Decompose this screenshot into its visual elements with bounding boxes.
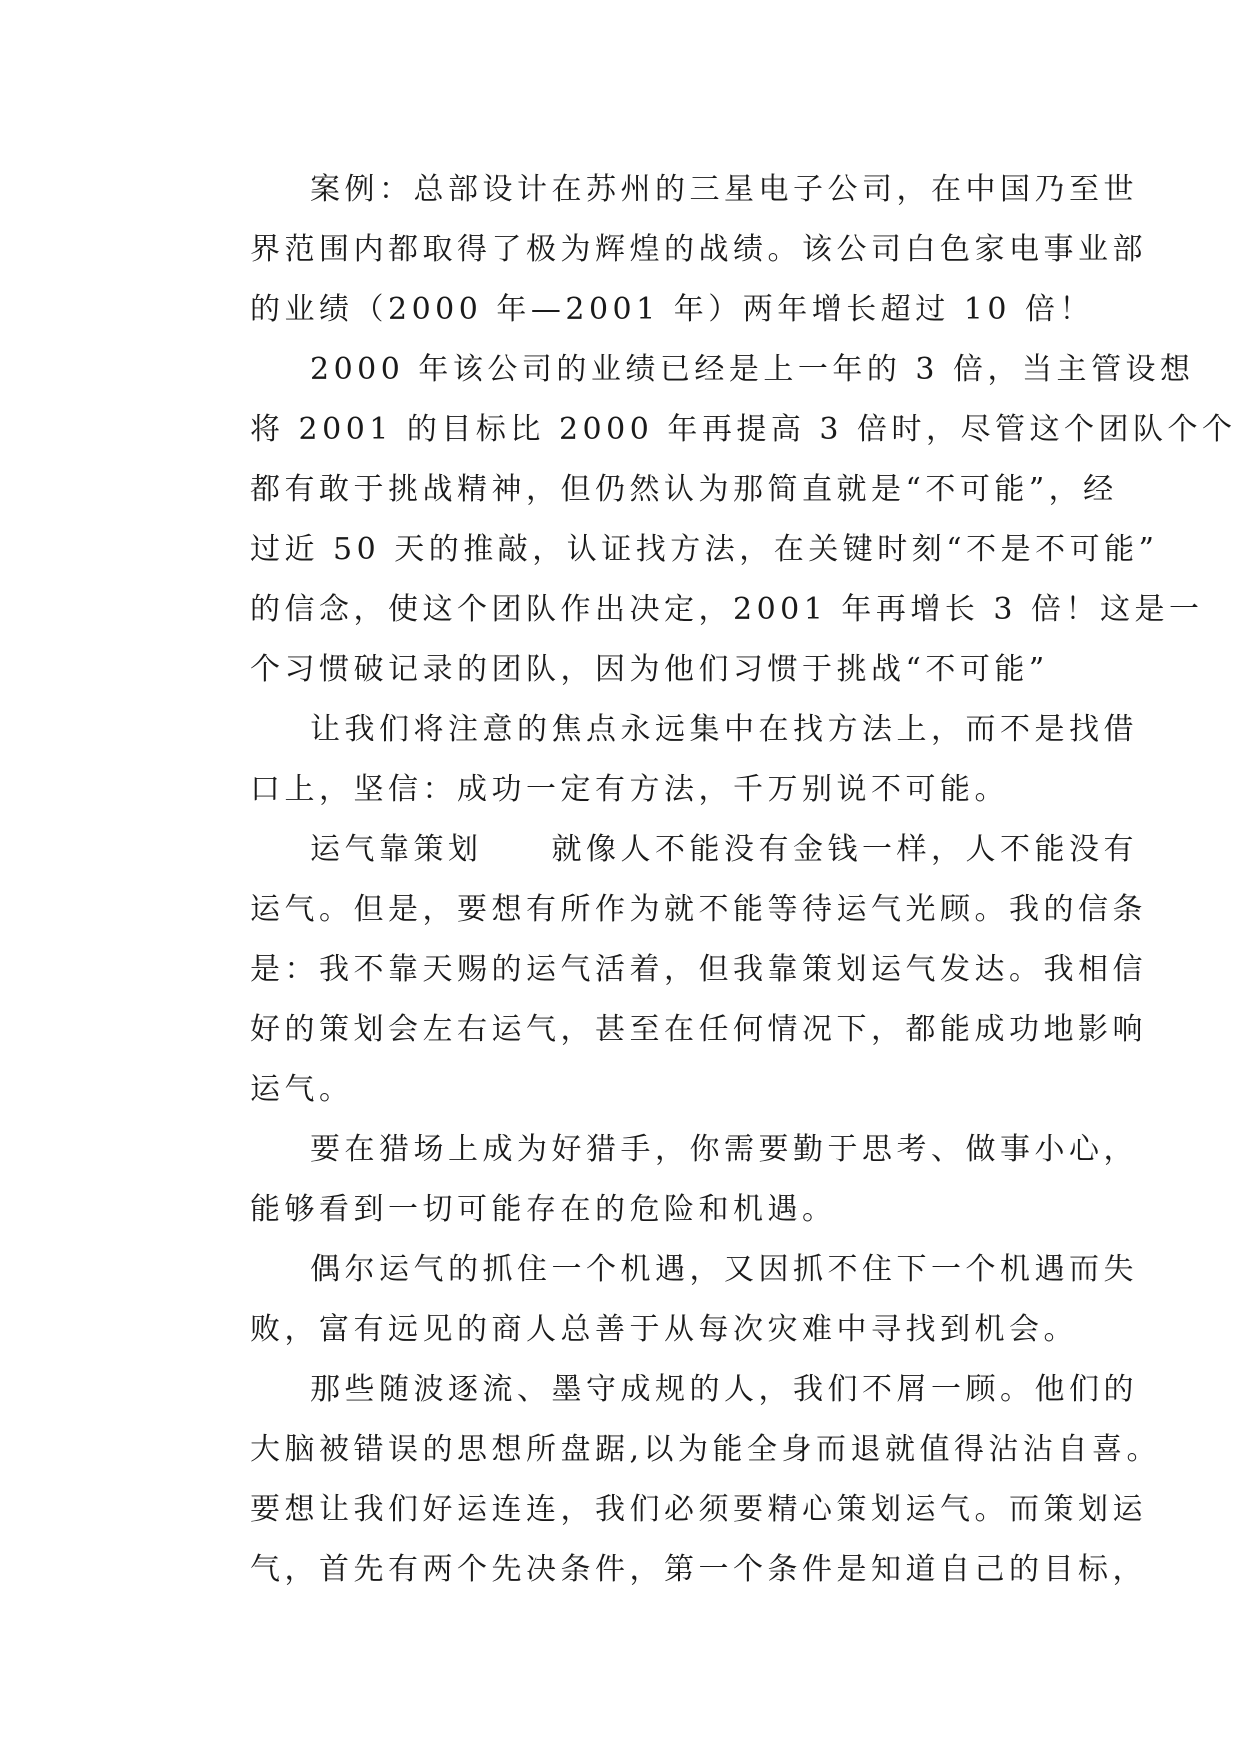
- text-line: 要在猎场上成为好猎手，你需要勤于思考、做事小心，: [310, 1132, 1138, 1167]
- text-line: 运气靠策划 就像人不能没有金钱一样，人不能没有: [310, 832, 1138, 867]
- text-line: 界范围内都取得了极为辉煌的战绩。该公司白色家电事业部: [250, 232, 1147, 267]
- text-line: 能够看到一切可能存在的危险和机遇。: [250, 1192, 837, 1227]
- paragraph-focus-methods: [190, 700, 1138, 820]
- text-line: 败，富有远见的商人总善于从每次灾难中寻找到机会。: [250, 1312, 1078, 1347]
- text-line: 2000 年该公司的业绩已经是上一年的 3 倍，当主管设想: [310, 352, 1195, 387]
- document-body: [190, 160, 1237, 1600]
- text-line: 的信念，使这个团队作出决定，2001 年再增长 3 倍！这是一: [250, 592, 1204, 627]
- text-line: 好的策划会左右运气，甚至在任何情况下，都能成功地影响: [250, 1012, 1147, 1047]
- paragraph-opportunity: [190, 1240, 1138, 1360]
- text-line: 的业绩（2000 年—2001 年）两年增长超过 10 倍！: [250, 292, 1095, 327]
- text-line: 偶尔运气的抓住一个机遇，又因抓不住下一个机遇而失: [310, 1252, 1138, 1287]
- text-line: 运气。: [250, 1072, 354, 1107]
- text-line: 过近 50 天的推敲，认证找方法，在关键时刻“不是不可能”: [250, 532, 1159, 567]
- paragraph-case-intro: [190, 160, 1147, 340]
- text-line: 将 2001 的目标比 2000 年再提高 3 倍时，尽管这个团队个个: [250, 412, 1237, 447]
- text-line: 案例：总部设计在苏州的三星电子公司，在中国乃至世: [310, 172, 1138, 207]
- paragraph-conventional: [190, 1360, 1162, 1600]
- text-line: 让我们将注意的焦点永远集中在找方法上，而不是找借: [310, 712, 1138, 747]
- paragraph-hunter: [190, 1120, 1138, 1240]
- text-line: 个习惯破记录的团队，因为他们习惯于挑战“不可能”: [250, 652, 1049, 687]
- text-line: 口上，坚信：成功一定有方法，千万别说不可能。: [250, 772, 1009, 807]
- text-line: 都有敢于挑战精神，但仍然认为那简直就是“不可能”，经: [250, 472, 1118, 507]
- paragraph-luck-planning: [190, 820, 1147, 1120]
- paragraph-growth-story: [190, 340, 1237, 700]
- text-line: 是：我不靠天赐的运气活着，但我靠策划运气发达。我相信: [250, 952, 1147, 987]
- text-line: 大脑被错误的思想所盘踞,以为能全身而退就值得沾沾自喜。: [250, 1432, 1162, 1467]
- text-line: 要想让我们好运连连，我们必须要精心策划运气。而策划运: [250, 1492, 1147, 1527]
- text-line: 那些随波逐流、墨守成规的人，我们不屑一顾。他们的: [310, 1372, 1138, 1407]
- text-line: 运气。但是，要想有所作为就不能等待运气光顾。我的信条: [250, 892, 1147, 927]
- text-line: 气，首先有两个先决条件，第一个条件是知道自己的目标，: [250, 1552, 1147, 1587]
